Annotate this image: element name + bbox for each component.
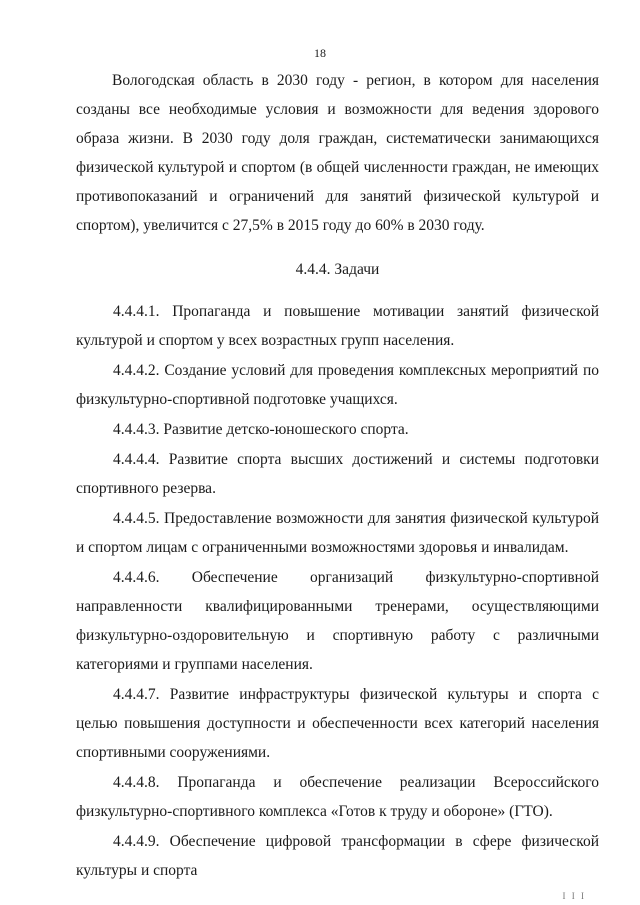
footer-mark: I I I xyxy=(562,891,586,901)
task-item: 4.4.4.7. Развитие инфраструктуры физической культуры и спорта с целью повышения доступности и обеспеченности всех категорий населения спортивными сооружениями. xyxy=(76,686,599,761)
task-item: 4.4.4.2. Создание условий для проведения комплексных мероприятий по физкультурно-спортивной подготовке учащихся. xyxy=(76,362,599,408)
page-number: 18 xyxy=(314,46,326,60)
task-item: 4.4.4.3. Развитие детско-юношеского спорта. xyxy=(113,421,409,438)
task-item: 4.4.4.9. Обеспечение цифровой трансформации в сфере физической культуры и спорта xyxy=(76,833,599,879)
section-heading: 4.4.4. Задачи xyxy=(295,261,380,278)
task-item: 4.4.4.8. Пропаганда и обеспечение реализации Всероссийского физкультурно-спортивного комплекса «Готов к труду и обороне» (ГТО). xyxy=(76,774,599,820)
task-item: 4.4.4.6. Обеспечение организаций физкультурно-спортивной направленности квалифицированными тренерами, осуществляющими физкультурно-оздоровительную и спортивную работу с различными категориями и группами населения. xyxy=(76,569,599,673)
task-item: 4.4.4.5. Предоставление возможности для занятия физической культурой и спортом лицам с ограниченными возможностями здоровья и инвалидам. xyxy=(76,510,599,556)
intro-paragraph: Вологодская область в 2030 году - регион, в котором для населения созданы все необходимые условия и возможности для ведения здорового образа жизни. В 2030 году доля граждан, систематически занимающихся физической культурой и спортом (в общей численности граждан, не имеющих противопоказаний и ограничений для занятий физической культурой и спортом), увеличится с 27,5% в 2015 году до 60% в 2030 году. xyxy=(76,72,599,234)
task-item: 4.4.4.4. Развитие спорта высших достижений и системы подготовки спортивного резерва. xyxy=(76,451,599,497)
document-body xyxy=(76,66,599,886)
task-item: 4.4.4.1. Пропаганда и повышение мотивации занятий физической культурой и спортом у всех возрастных групп населения. xyxy=(76,303,599,349)
